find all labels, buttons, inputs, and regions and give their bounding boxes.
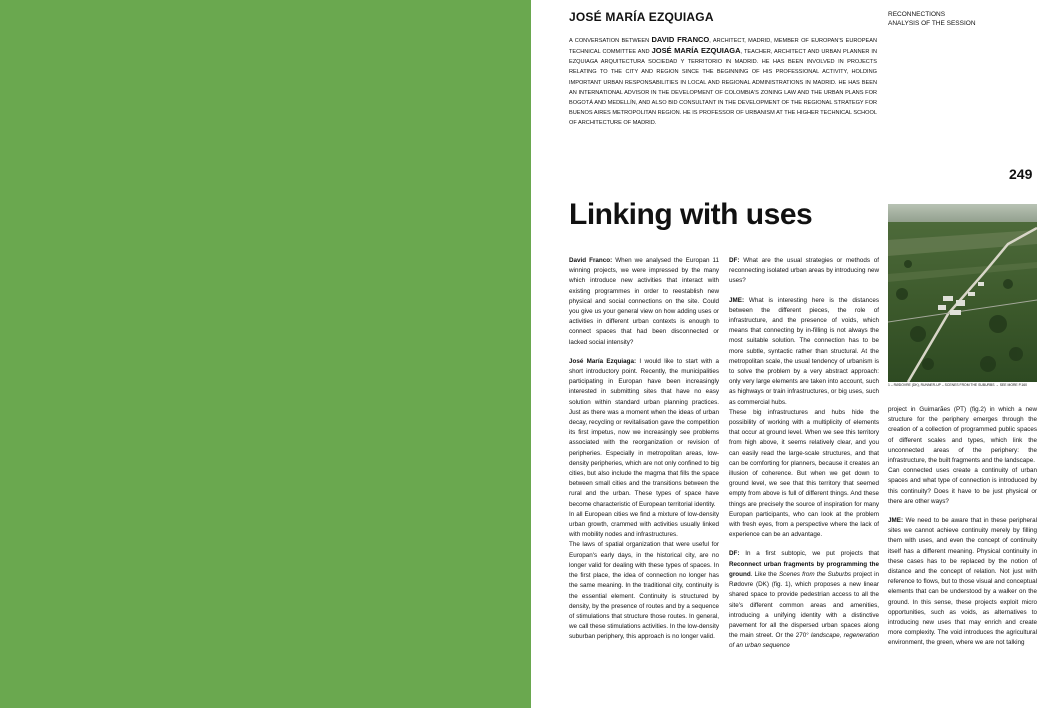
photo-caption: 1 – RØDOVRE (DK), RUNNER-UP – SCENES FROM THE SUBURBS → SEE MORE P.160 <box>888 383 1028 387</box>
aerial-photo-graphic <box>888 204 1037 382</box>
page-number: 249 <box>1009 166 1033 182</box>
speaker-label: José María Ezquiaga: <box>569 357 637 365</box>
author-name: JOSÉ MARÍA EZQUIAGA <box>569 10 714 24</box>
paragraph <box>569 357 719 643</box>
aerial-landscape-photo <box>888 204 1037 382</box>
intro-text-1: A CONVERSATION BETWEEN <box>569 38 652 44</box>
paragraph-text: We need to be aware that in these peripheral sites we cannot achieve continuity merely by filling them with uses, and even the concept of continuity itself has a different meaning. Physical continuity in these cases has to be replaced by the notion of distance and the concept of relation. Not just with reference to flows, but to those visual and conceptual elements that can be understood by a walker on the ground. In this sense, these projects exploit micro opportunities, such as voids, as alternatives to introducing new uses that may enrich and create more complexity. The void introduces the agricultural environment, the green, where we are not talking <box>888 517 1037 647</box>
speaker-label: David Franco: <box>569 257 613 264</box>
paragraph-text: project in Rødovre (DK) (fig. 1), which proposes a new linear shared space to provide pedestrian access to all the site's different common areas and amenities, introducing a unifying identity with a distinctive pavement for all the dispersed urban spaces along the main street. Or the 270° <box>729 570 879 640</box>
paragraph <box>729 549 879 651</box>
paragraph-text: What are the usual strategies or methods of reconnecting isolated urban areas by introducing new uses? <box>729 257 879 285</box>
paragraph-text: Can connected uses create a continuity of urban spaces and what type of connection is introduced by this continuity? Does it have to be just physical or there are other ways? <box>888 467 1037 505</box>
paragraph-text: In a first subtopic, we put projects that <box>739 550 879 558</box>
speaker-label: JME: <box>888 517 904 525</box>
paragraph-text: What is interesting here is the distances between the different pieces, the role of infrastructure, and the presence of voids, which means that connecting by in-filling is not always the most suitable solution. The connection has to be more subtle, syntactic rather than structural. At the metropolitan scale, the usual tendency of urbanism is to solve the problem by a very abstract approach: only very large elements are taken into account, such as highways or train infrastructures, or big uses, such as commercial hubs. <box>729 296 879 406</box>
intro-text-2: , ARCHITECT, MADRID, MEMBER OF EUROPAN'S EUROPEAN TECHNICAL COMMITTEE AND <box>569 38 877 56</box>
section-line-1: RECONNECTIONS <box>888 11 946 18</box>
paragraph-text: The laws of spatial organization that were useful for Europan's early days, in the historical city, are no longer valid for dealing with these types of spaces. In the first place, the idea of connection no longer has the same meaning. In the traditional city, continuity is the essential element. Continuity is structured by density, by the presence of routes and by a sequence of stimulations that structure those routes. In general, we call these stimulations activities. In the low-density suburban periphery, this approach is no longer valid. <box>569 541 719 641</box>
intro-paragraph <box>569 35 877 128</box>
paragraph <box>888 516 1037 649</box>
subtopic-heading: Reconnect urban fragments by programming the ground <box>729 560 879 578</box>
paragraph-text: . Like the <box>750 570 779 578</box>
paragraph <box>569 256 719 348</box>
section-line-2: ANALYSIS OF THE SESSION <box>888 20 976 27</box>
text-column-3 <box>888 405 1037 658</box>
text-column-1 <box>569 256 719 652</box>
right-page <box>531 0 1062 708</box>
paragraph-text: I would like to start with a short introductory point. Recently, the municipalities participating in Europan have been increasingly interested in submitting sites that have no easy solution within standard urban planning practices. Just as there was a moment when the ideas of urban decay, recycling or revitalisation gave the competition its first impetus, now we increasingly see problems associated with the reorganization or revision of peripheries. Especially in metropolitan areas, low-density peripheries, which are not only confined to big cities, but also include the magma that fills the space between small cities and the transitions between the rural and the urban. These types of space have become characteristic of European territorial identity. <box>569 357 719 508</box>
paragraph <box>729 256 879 287</box>
text-column-2 <box>729 256 879 661</box>
paragraph-text: These big infrastructures and hubs hide the possibility of working with a multiplicity of elements that occur at ground level. When we see this territory from high above, it seems relatively clear, and you can easily read the large-scale structures, and that can be comforting for planners, because it creates an illusion of coherence. But when we get down to ground level, we see that this territory that seemed empty from above is full of different things. And these things are precisely the source of inspiration for many Europan participants, who can look at the problem with fresh eyes, from a perspective where the lack of experience can be an advantage. <box>729 408 879 539</box>
article-title: Linking with uses <box>569 198 813 231</box>
paragraph-text: In all European cities we find a mixture of low-density urban growth, crammed with activities usually linked with mobility nodes and infrastructures. <box>569 510 719 539</box>
speaker-label: DF: <box>729 550 740 558</box>
paragraph-text: When we analysed the Europan 11 winning projects, we were impressed by the many which introduce new activities that interact with existing programmes in order to reestablish new physical and social connections on the site. Could you give us your general view on how adding uses or activities in different urban contexts is enough to connect spaces that had been disconnected or lacked social intensity? <box>569 257 719 346</box>
intro-text-3: , TEACHER, ARCHITECT AND URBAN PLANNER IN EZQUIAGA ARQUITECTURA SOCIEDAD Y TERRITORIO IN MADRID. HE HAS BEEN INVOLVED IN PROJECTS RELATING TO THE CITY AND REGION SINCE THE BEGINNING OF HIS PROFESSIONAL ACTIVITY, HOLDING IMPORTANT URBAN RESPONSABILITIES IN LOCAL AND REGIONAL ADMINISTRATIONS IN MADRID. HE HAS BEEN AN INTERNATIONAL ADVISOR IN THE DEVELOPMENT OF COLOMBIA'S ZONING LAW AND THE URBAN PLANS FOR BOGOTÁ AND MEDELLÍN, AND ALSO BID CONSULTANT IN THE DEVELOPMENT OF THE REGIONAL STRATEGY FOR BUENOS AIRES METROPOLITAN REGION. HE IS PROFESSOR OF URBANISM AT THE HIGHER TECHNICAL SCHOOL OF ARCHITECTURE OF MADRID. <box>569 49 877 127</box>
project-title: Scenes from the Suburbs <box>778 570 852 578</box>
paragraph <box>729 296 879 541</box>
paragraph <box>888 405 1037 507</box>
speaker-label: JME: <box>729 296 745 304</box>
project-title: landscape, regeneration of an urban sequence <box>729 632 879 650</box>
intro-name-1: DAVID FRANCO <box>651 35 710 44</box>
paragraph-text: project in Guimarães (PT) (fig.2) in which a new structure for the periphery emerges through the creation of a collection of programmed public spaces of different scales and types, which link the unconnected areas of the periphery: the infrastructure, the built fragments and the landscape. <box>888 406 1037 465</box>
speaker-label: DF: <box>729 257 740 264</box>
intro-name-2: JOSÉ MARÍA EZQUIAGA <box>651 46 741 56</box>
section-label <box>888 10 976 28</box>
